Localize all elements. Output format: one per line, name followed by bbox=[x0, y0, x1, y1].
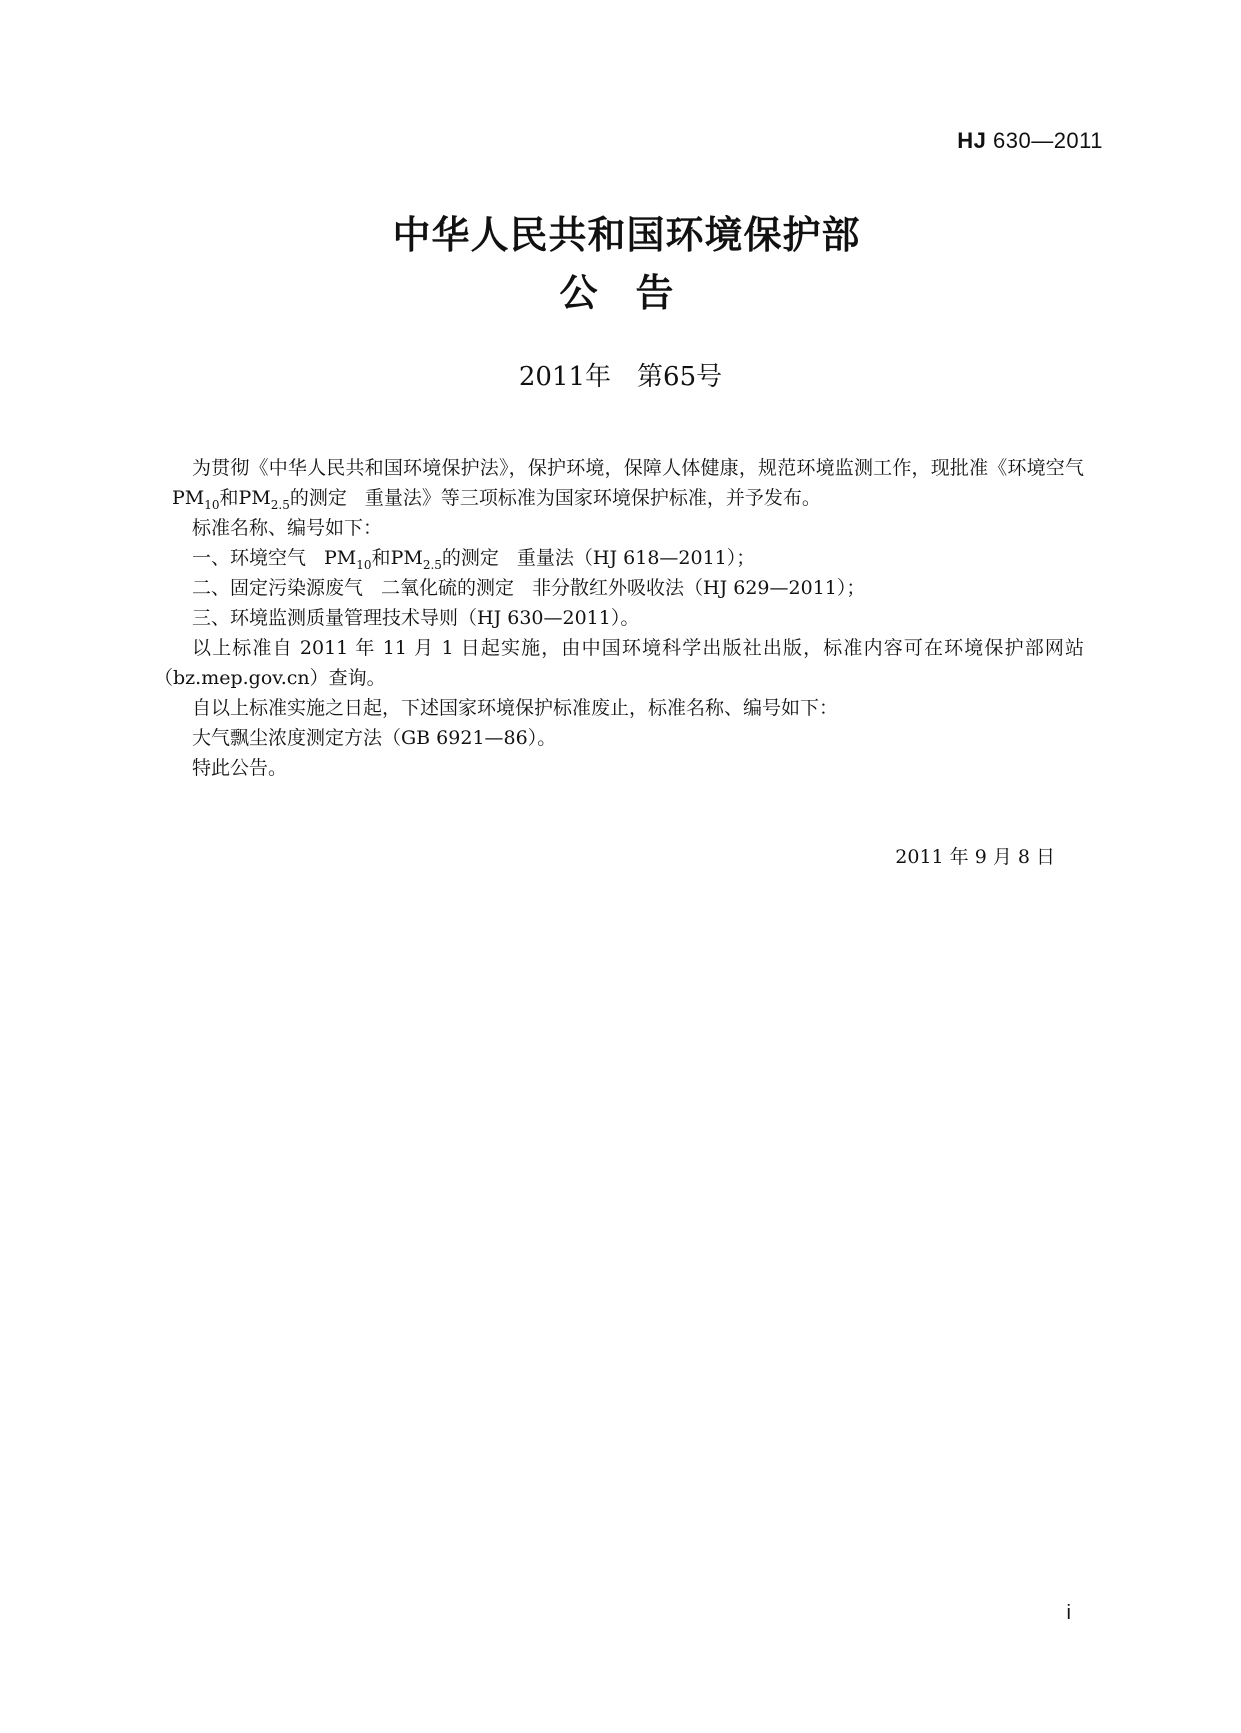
implementation-paragraph: 以上标准自 2011 年 11 月 1 日起实施，由中国环境科学出版社出版，标准内容可在环境保护部网站（bz.mep.gov.cn）查询。 bbox=[154, 637, 1084, 689]
issue-number: 第65号 bbox=[637, 362, 723, 392]
intro-and: 和 bbox=[219, 487, 239, 509]
standards-list-heading: 标准名称、编号如下： bbox=[192, 517, 383, 539]
item1-text-a: 一、环境空气 bbox=[192, 547, 307, 569]
item1-text-c: 重量法（HJ 618—2011）； bbox=[516, 547, 756, 569]
item1-pm10-subscript: 10 bbox=[356, 557, 372, 572]
pm10-label: PM bbox=[172, 487, 205, 509]
intro-text-1: 为贯彻《中华人民共和国环境保护法》，保护环境，保障人体健康，规范环境监测工作，现批准《环境空气 bbox=[192, 457, 1084, 479]
standard-number bbox=[957, 128, 1103, 154]
ministry-title: 中华人民共和国环境保护部 bbox=[392, 213, 861, 257]
item1-and: 和 bbox=[371, 547, 391, 569]
document-type: 公告 bbox=[559, 271, 712, 315]
pm25-subscript: 2.5 bbox=[270, 497, 290, 512]
intro-paragraph bbox=[154, 453, 1084, 513]
page-number: i bbox=[1066, 1602, 1071, 1624]
signature-date: 2011 年 9 月 8 日 bbox=[895, 846, 1055, 868]
item2-text-c: 非分散红外吸收法（HJ 629—2011）； bbox=[532, 577, 866, 599]
intro-text-2: 的测定 bbox=[289, 487, 347, 509]
announcement-header bbox=[0, 213, 1241, 392]
standard-item-3: 三、环境监测质量管理技术导则（HJ 630—2011）。 bbox=[192, 607, 640, 629]
item1-text-b: 的测定 bbox=[441, 547, 499, 569]
issue-year: 2011年 bbox=[518, 362, 612, 392]
pm25-label: PM bbox=[238, 487, 271, 509]
abolition-paragraph: 自以上标准实施之日起，下述国家环境保护标准废止，标准名称、编号如下： bbox=[192, 697, 839, 719]
announcement-body bbox=[154, 453, 1084, 783]
item2-text-b: 二氧化硫的测定 bbox=[381, 577, 515, 599]
pm10-subscript: 10 bbox=[204, 497, 220, 512]
standard-item-2 bbox=[154, 573, 1084, 603]
item2-text-a: 二、固定污染源废气 bbox=[192, 577, 364, 599]
standard-item-1 bbox=[154, 543, 1084, 573]
closing-statement: 特此公告。 bbox=[192, 757, 288, 779]
standard-prefix: HJ bbox=[957, 128, 987, 153]
item1-pm25-subscript: 2.5 bbox=[422, 557, 442, 572]
issue-line bbox=[0, 364, 1241, 390]
item1-pm10-label: PM bbox=[324, 547, 357, 569]
standard-code: 630—2011 bbox=[992, 128, 1103, 153]
item1-pm25-label: PM bbox=[390, 547, 423, 569]
intro-text-3: 重量法》等三项标准为国家环境保护标准，并予发布。 bbox=[364, 487, 821, 509]
abolished-standard: 大气飘尘浓度测定方法（GB 6921—86）。 bbox=[192, 727, 557, 749]
